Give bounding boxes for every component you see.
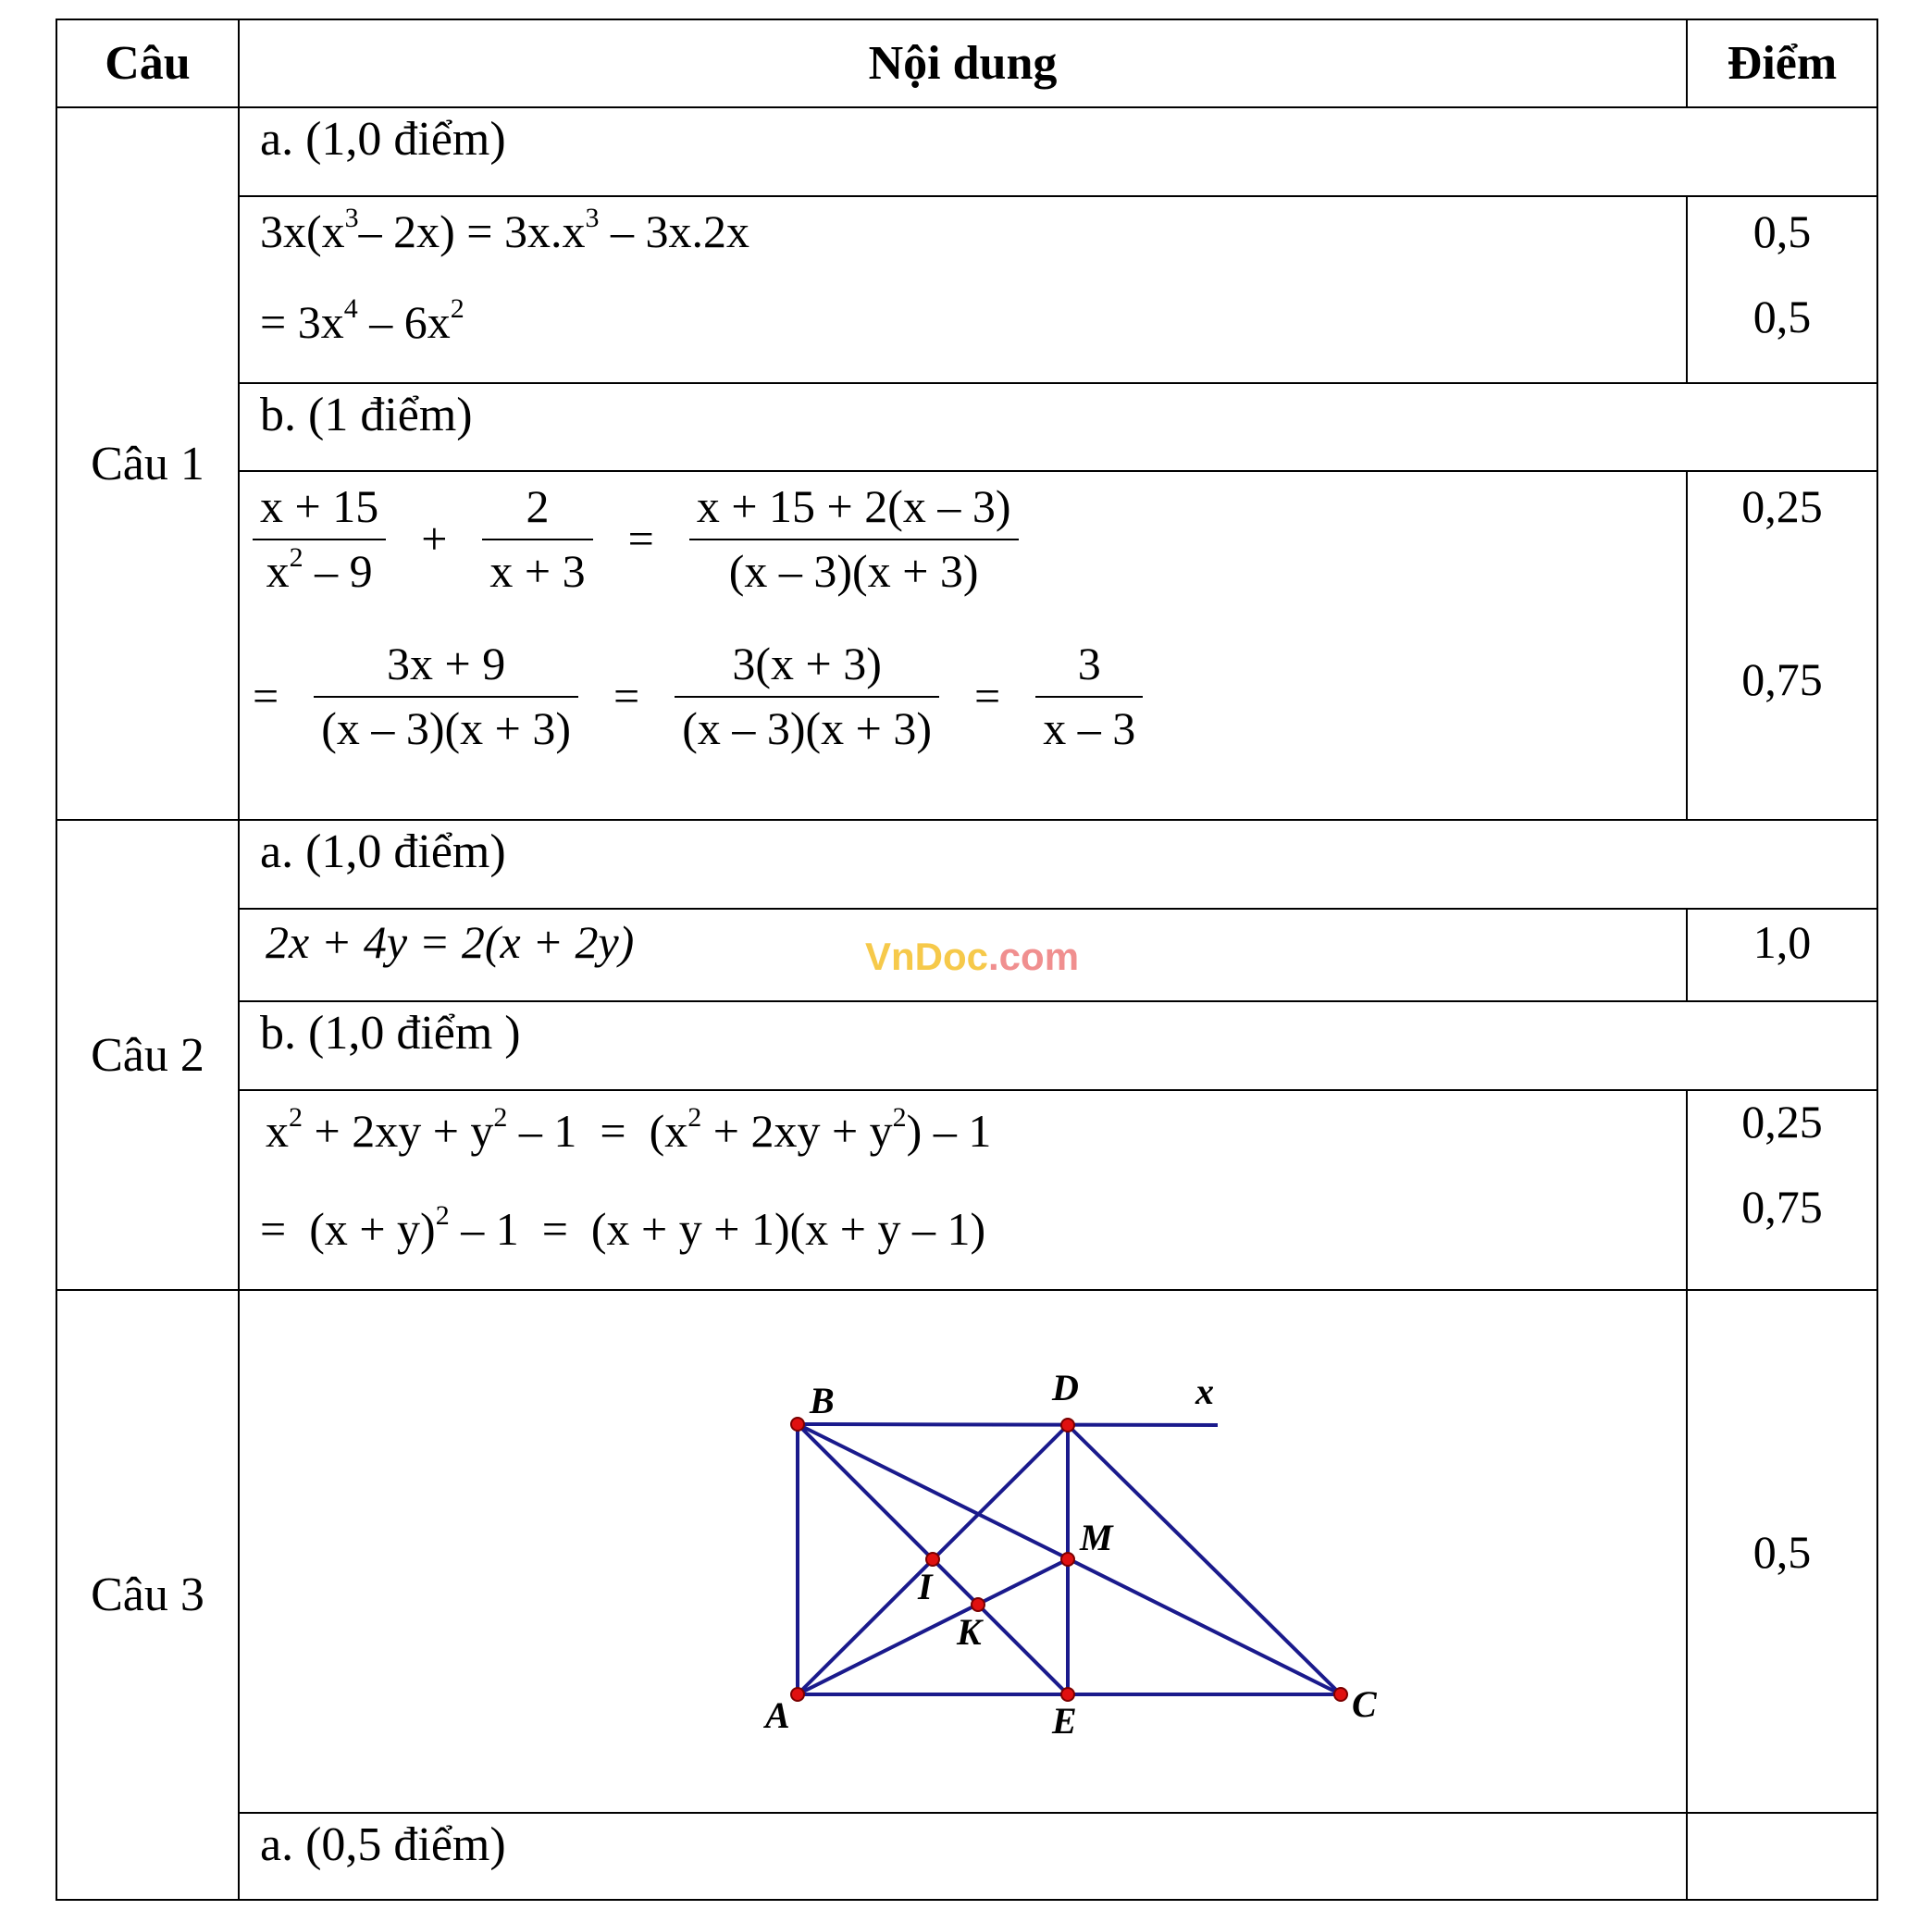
q3-part-a-score-cell <box>1687 1813 1877 1900</box>
q1-part-a-content <box>239 196 1687 383</box>
q1-part-b-scores <box>1687 471 1877 820</box>
q1-b-score2: 0,75 <box>1741 653 1823 705</box>
line-Bx <box>798 1424 1218 1425</box>
label-x: x <box>1195 1370 1214 1412</box>
point-E <box>1061 1688 1074 1701</box>
q2-part-b-scores <box>1687 1090 1877 1290</box>
q1-part-b-content <box>239 471 1687 820</box>
q1-b-line2: = $\frac{3x + 9}{(x - 3)(x + 3)}$ = $\frac{3(x + 3)}{(x - 3)(x + 3)}$ = $\frac{3}{x - 3}$ <box>253 637 1143 755</box>
q1-a-score2: 0,5 <box>1752 291 1812 342</box>
header-score: Điểm <box>1687 19 1877 107</box>
q2-b-score1: 0,25 <box>1741 1096 1823 1147</box>
q1-part-a-scores <box>1687 196 1877 383</box>
point-C <box>1334 1688 1347 1701</box>
q2-part-a-scores <box>1687 909 1877 1001</box>
label-E: E <box>1052 1700 1077 1742</box>
fraction: $\frac{3(x + 3)}{(x - 3)(x + 3)}$ <box>675 637 939 755</box>
q1-b-line1: $\frac{x + 15}{x^2 - 9}$ + $\frac{2}{x + 3}$ = $\frac{x + 15 + 2(x - 3)}{(x - 3)(x + 3)}$ <box>253 479 1019 598</box>
q2-b-line1: $x^2 + 2xy + y^2 - 1 = (x^2 + 2xy + y^2) - 1$ <box>266 1101 992 1157</box>
q1-part-a-title: a. (1,0 điểm) <box>239 107 1877 196</box>
fraction: $\frac{x + 15 + 2(x - 3)}{(x - 3)(x + 3)}$ <box>689 479 1019 598</box>
watermark: VnDoc.com <box>865 935 1080 978</box>
point-I <box>926 1553 939 1566</box>
geometry-figure <box>240 1291 1688 1814</box>
label-M: M <box>1080 1517 1113 1558</box>
point-A <box>791 1688 804 1701</box>
line-AM <box>798 1559 1068 1694</box>
point-K <box>972 1598 985 1611</box>
question-2-label: Câu 2 <box>56 820 239 1290</box>
header-content: Nội dung <box>239 19 1687 107</box>
label-D: D <box>1052 1367 1079 1408</box>
point-B <box>791 1418 804 1431</box>
q3-figure-score: 0,5 <box>1687 1290 1877 1813</box>
q2-part-a-title: a. (1,0 điểm) <box>239 820 1877 909</box>
label-K: K <box>957 1611 982 1653</box>
q1-a-line1: $3x(x^3-$ $2x) = 3x.x^3 - 3x.2x$ <box>260 202 750 257</box>
q1-a-score1: 0,5 <box>1752 205 1812 257</box>
q3-part-a-title: a. (0,5 điểm) <box>239 1813 1687 1900</box>
question-1-label: Câu 1 <box>56 107 239 820</box>
q1-b-score1: 0,25 <box>1741 480 1823 532</box>
q1-part-b-title: b. (1 điểm) <box>239 383 1877 471</box>
header-question: Câu <box>56 19 239 107</box>
q1-a-line2: = $3x^4 - 6x^2$ <box>260 292 464 348</box>
q2-part-b-content <box>239 1090 1687 1290</box>
label-B: B <box>810 1380 835 1421</box>
q2-b-score2: 0,75 <box>1741 1181 1823 1233</box>
fraction: $\frac{3}{x - 3}$ <box>1035 637 1143 755</box>
fraction: $\frac{2}{x + 3}$ <box>482 479 592 598</box>
q3-figure-cell <box>239 1290 1687 1813</box>
question-3-label: Câu 3 <box>56 1290 239 1900</box>
point-M <box>1061 1553 1074 1566</box>
q2-a-line: 2x + 4y = 2(x + 2y) <box>266 916 635 968</box>
fraction: $\frac{3x + 9}{(x - 3)(x + 3)}$ <box>314 637 578 755</box>
point-D <box>1061 1419 1074 1432</box>
fraction: $\frac{x + 15}{x^2 - 9}$ <box>253 479 386 598</box>
q2-a-score: 1,0 <box>1752 916 1812 968</box>
line-DC <box>1068 1425 1341 1694</box>
label-A: A <box>765 1694 790 1736</box>
q2-part-b-title: b. (1,0 điểm ) <box>239 1001 1877 1090</box>
q2-b-line2: = $(x + y)^2 - 1 = (x + y + 1)(x + y - 1)$ <box>260 1199 986 1255</box>
label-I: I <box>918 1566 933 1607</box>
label-C: C <box>1352 1683 1377 1725</box>
